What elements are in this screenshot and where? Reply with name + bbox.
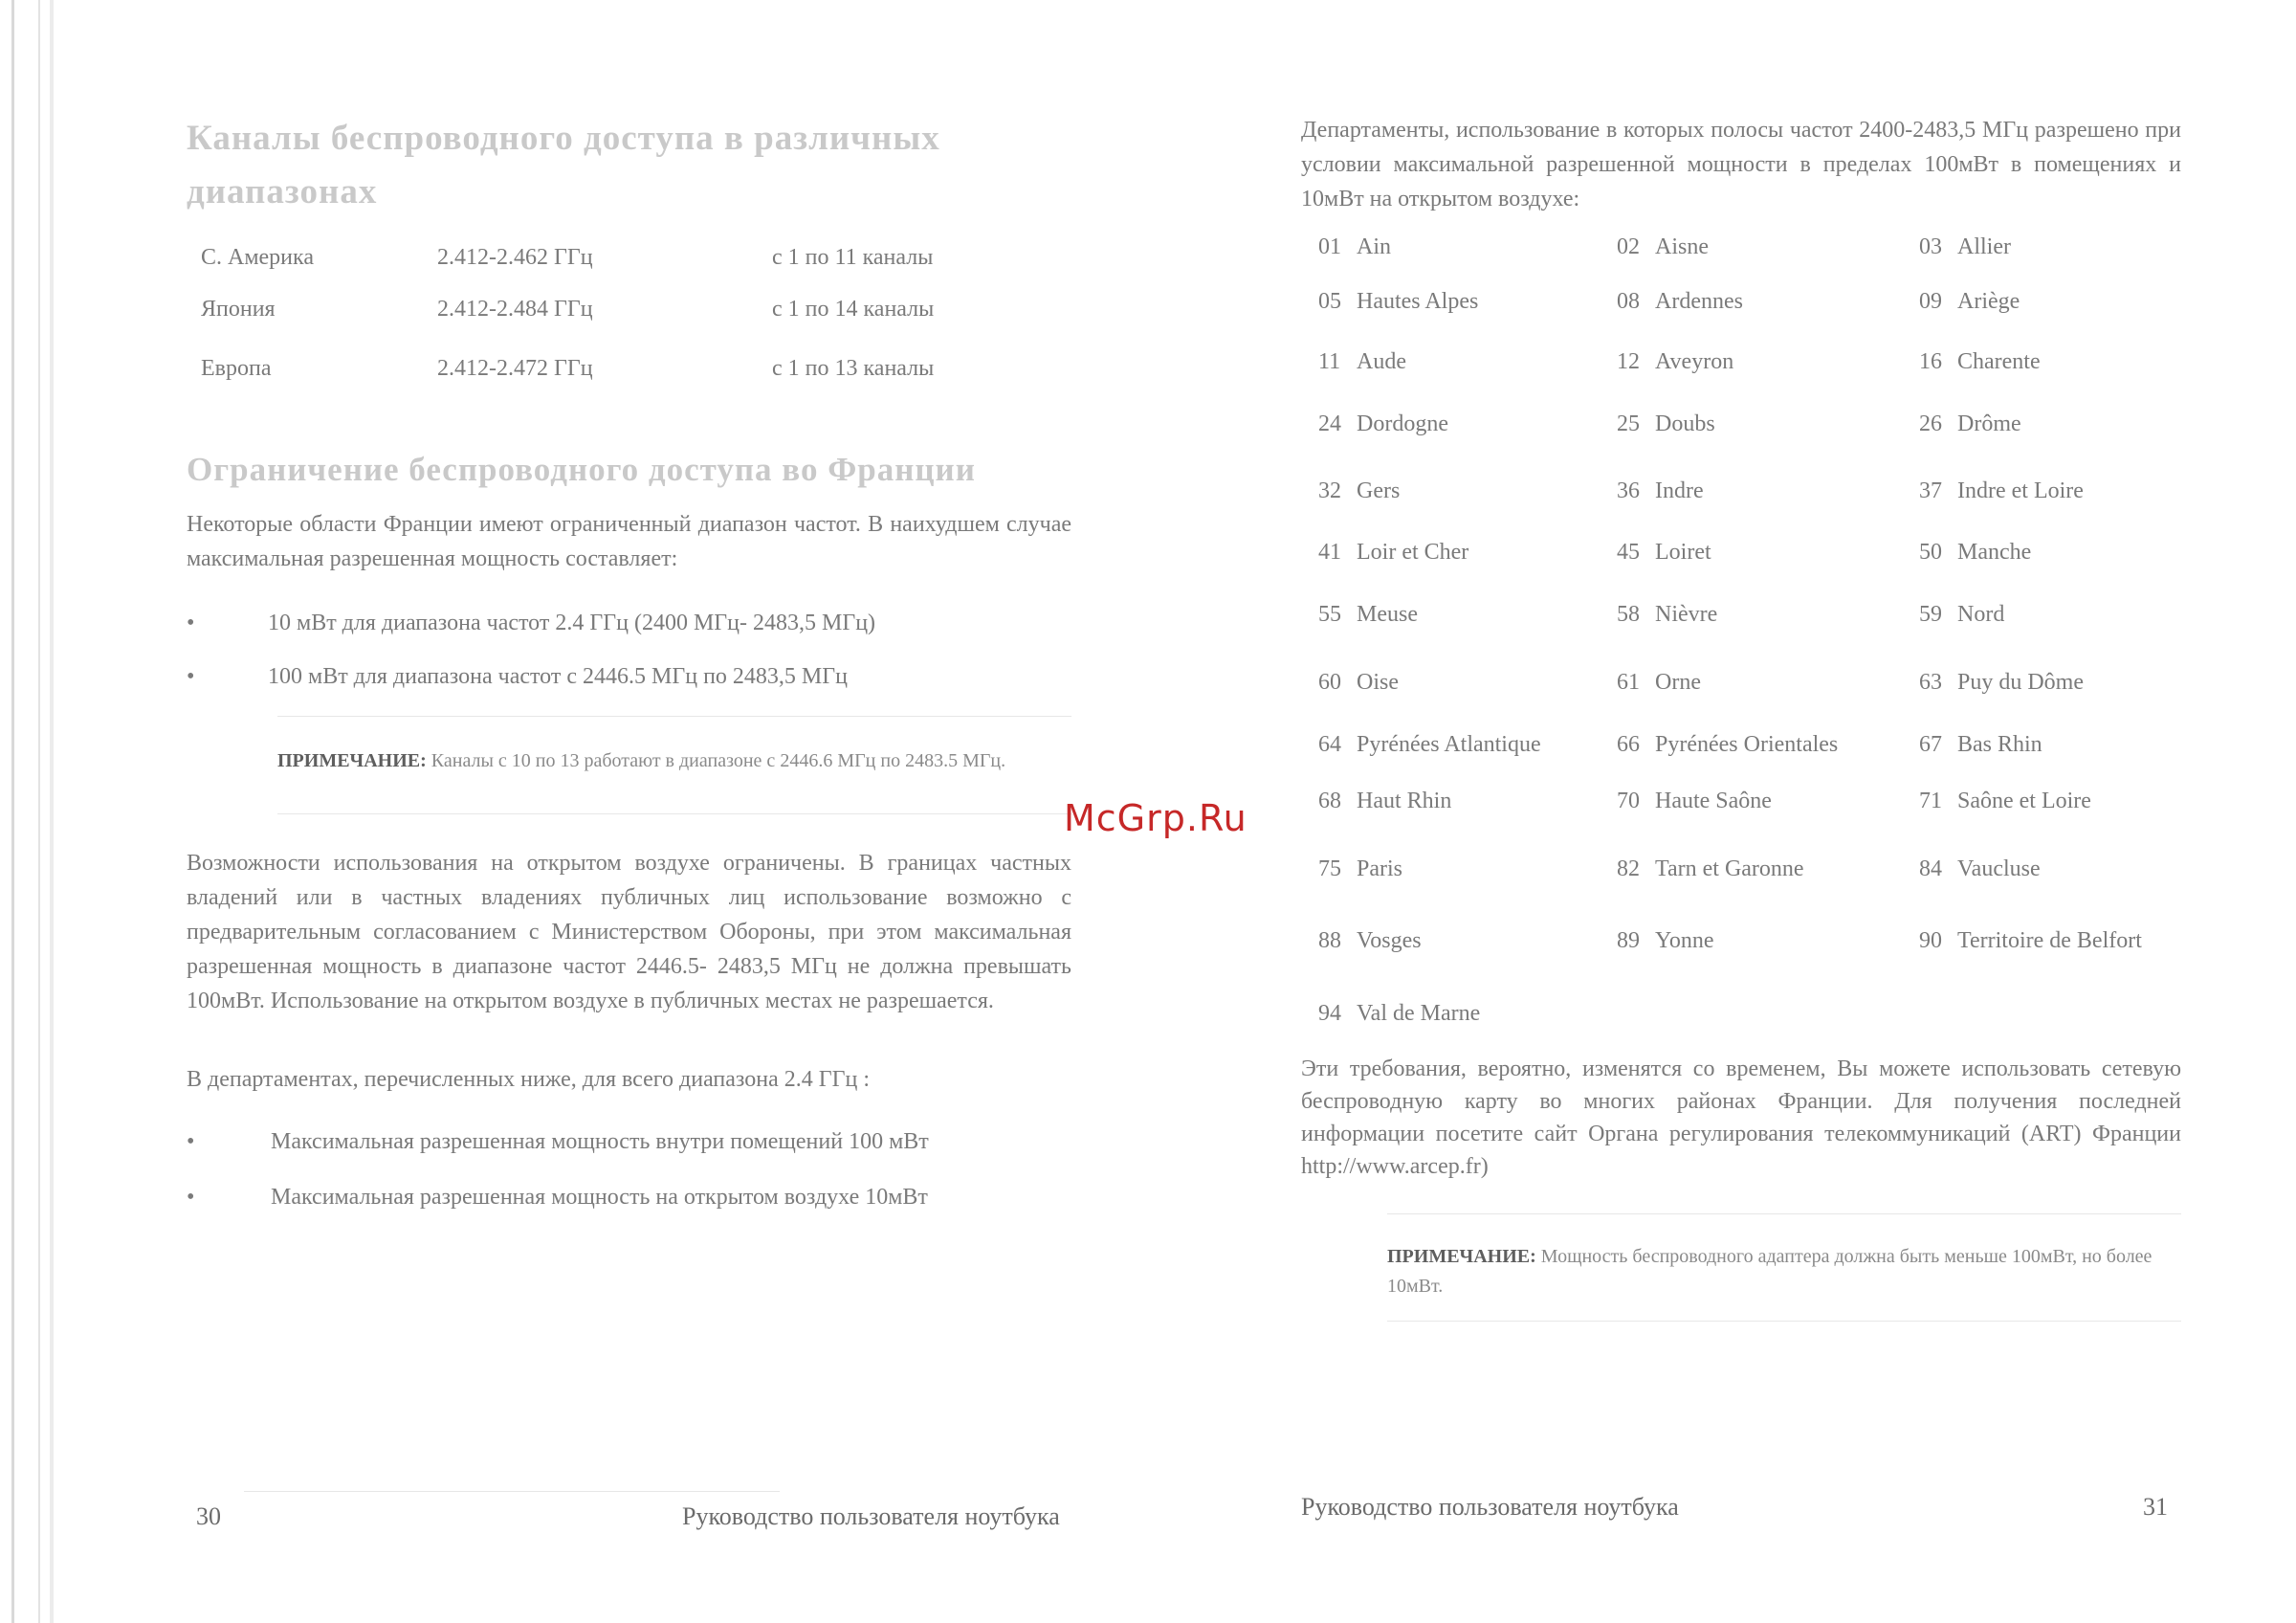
department-number: 64 (1318, 732, 1341, 757)
department-name: Nièvre (1655, 602, 1718, 627)
note-box (1387, 1242, 2181, 1301)
department-item (1318, 289, 1478, 315)
page-number: 30 (196, 1502, 221, 1530)
department-item (1919, 289, 2020, 315)
department-name: Puy du Dôme (1957, 670, 2084, 695)
department-name: Drôme (1957, 411, 2021, 436)
department-item (1919, 349, 2041, 375)
department-name: Saône et Loire (1957, 789, 2091, 813)
department-number: 32 (1318, 478, 1341, 503)
range-cell: 2.412-2.484 ГГц (437, 297, 593, 322)
department-item (1617, 234, 1709, 260)
department-name: Territoire de Belfort (1957, 928, 2142, 953)
department-number: 45 (1617, 540, 1640, 565)
right-intro-paragraph: Департаменты, использование в которых полосы частот 2400-2483,5 МГц разрешено при условии максимальной разрешенной мощности в пределах 100мВт в помещениях и 10мВт на открытом воздухе: (1301, 118, 2181, 211)
department-name: Ardennes (1655, 289, 1743, 314)
department-name: Allier (1957, 234, 2011, 259)
department-item (1617, 789, 1772, 814)
department-name: Meuse (1357, 602, 1418, 627)
department-name: Loiret (1655, 540, 1711, 565)
department-name: Pyrénées Atlantique (1357, 732, 1541, 757)
department-number: 59 (1919, 602, 1942, 627)
department-item (1617, 478, 1704, 504)
department-number: 94 (1318, 1001, 1341, 1026)
department-number: 05 (1318, 289, 1341, 314)
department-name: Ain (1357, 234, 1391, 259)
region-cell: С. Америка (201, 245, 314, 270)
department-number: 89 (1617, 928, 1640, 953)
note-box (277, 746, 1071, 776)
footer-title: Руководство пользователя ноутбука (682, 1502, 1060, 1530)
page-number: 31 (2143, 1493, 2168, 1521)
department-item (1617, 602, 1717, 628)
department-name: Vosges (1357, 928, 1422, 953)
bullet-icon: • (187, 664, 195, 689)
department-name: Pyrénées Orientales (1655, 732, 1839, 757)
department-item (1318, 856, 1402, 882)
department-item (1919, 670, 2084, 696)
department-number: 58 (1617, 602, 1640, 627)
department-name: Oise (1357, 670, 1399, 695)
department-number: 16 (1919, 349, 1942, 374)
department-item (1617, 540, 1711, 566)
department-name: Haute Saône (1655, 789, 1772, 813)
department-item (1318, 349, 1406, 375)
department-number: 37 (1919, 478, 1942, 503)
department-item (1318, 732, 1541, 758)
outdoor-paragraph: Возможности использования на открытом воздухе ограничены. В границах частных владений или в частных владениях публичных лиц использование возможно с предварительным согласованием с Министерством Обороны, при этом максимальная разрешенная мощность в диапазоне частот 2446.5- 2483,5 МГц не должна превышать 100мВт. Использование на открытом воздухе в публичных местах не разрешается. (187, 851, 1071, 1013)
department-item (1919, 540, 2031, 566)
department-item (1318, 1001, 1480, 1027)
note-label: ПРИМЕЧАНИЕ: (277, 750, 427, 771)
bullet-icon: • (187, 1185, 195, 1210)
range-cell: 2.412-2.462 ГГц (437, 245, 593, 270)
department-item (1919, 411, 2021, 437)
department-name: Orne (1655, 670, 1701, 695)
note-text: Каналы с 10 по 13 работают в диапазоне с 2446.6 МГц по 2483.5 МГц. (430, 750, 1006, 771)
department-number: 70 (1617, 789, 1640, 813)
note-rule-bottom (1387, 1321, 2181, 1322)
department-name: Indre (1655, 478, 1704, 503)
region-cell: Япония (201, 297, 276, 322)
department-item (1318, 928, 1422, 954)
left-page: Каналы беспроводного доступа в различных диапазонах С. Америка 2.412-2.462 ГГц с 1 по 11 каналы Япония 2.412-2.484 ГГц с 1 по 14 каналы Европа 2.412-2.472 ГГц с 1 по 13 каналы Ограничение беспроводного доступа во Франции Некоторые области Франции имеют ограниченный диапазон частот. В наихудшем случае максимальная разрешенная мощность составляет: • 10 мВт для диапазона частот 2.4 ГГц (2400 МГц- 2483,5 МГц) • 100 мВт для диапазона частот с 2446.5 МГц по 2483,5 МГц ПРИМЕЧАНИЕ: Каналы с 10 по 13 работают в диапазоне с 2446.6 МГц по 2483.5 МГц. Возможности использования на открытом воздухе ограничены. В границах частных владений или в частных владениях публичных лиц использование возможно с предварительным согласованием с Министерством Обороны, при этом максимальная разрешенная мощность в диапазоне частот 2446.5- 2483,5 МГц не должна превышать 100мВт. Использование на открытом воздухе в публичных местах не разрешается. В департаментах, перечисленных ниже, для всего диапазона 2.4 ГГц : • Максимальная разрешенная мощность внутри помещений 100 мВт • Максимальная разрешенная мощность на открытом воздухе 10мВт 30 Руководство пользователя ноутбука (187, 0, 1071, 1623)
channels-cell: с 1 по 11 каналы (772, 245, 934, 270)
department-number: 08 (1617, 289, 1640, 314)
note-rule-top (277, 716, 1071, 717)
department-number: 61 (1617, 670, 1640, 695)
channels-cell: с 1 по 13 каналы (772, 356, 935, 381)
department-number: 66 (1617, 732, 1640, 757)
department-item (1318, 540, 1468, 566)
intro-paragraph: Некоторые области Франции имеют ограниченный диапазон частот. В наихудшем случае максимальная разрешенная мощность составляет: (187, 512, 1071, 571)
department-number: 84 (1919, 856, 1942, 881)
department-name: Gers (1357, 478, 1401, 503)
department-item (1617, 670, 1701, 696)
department-name: Vaucluse (1957, 856, 2041, 881)
department-name: Paris (1357, 856, 1402, 881)
department-number: 63 (1919, 670, 1942, 695)
department-name: Tarn et Garonne (1655, 856, 1804, 881)
closing-paragraph: Эти требования, вероятно, изменятся со временем, Вы можете использовать сетевую беспроводную карту во многих районах Франции. Для получения последней информации посетите сайт Органа регулирования телекоммуникаций (ART) Франции http://www.arcep.fr) (1301, 1056, 2181, 1179)
footer-title: Руководство пользователя ноутбука (1301, 1493, 1679, 1521)
department-number: 67 (1919, 732, 1942, 757)
department-number: 01 (1318, 234, 1341, 259)
watermark-logo: McGrp.Ru (1064, 797, 1247, 839)
department-number: 36 (1617, 478, 1640, 503)
binding-line (11, 0, 14, 1623)
department-name: Dordogne (1357, 411, 1448, 436)
department-name: Yonne (1655, 928, 1714, 953)
department-item (1617, 928, 1714, 954)
department-number: 41 (1318, 540, 1341, 565)
department-number: 25 (1617, 411, 1640, 436)
department-name: Bas Rhin (1957, 732, 2042, 757)
department-item (1617, 349, 1733, 375)
department-name: Aveyron (1655, 349, 1734, 374)
department-item (1617, 411, 1715, 437)
department-number: 50 (1919, 540, 1942, 565)
department-name: Hautes Alpes (1357, 289, 1479, 314)
department-name: Loir et Cher (1357, 540, 1469, 565)
bullet-icon: • (187, 611, 195, 635)
department-number: 75 (1318, 856, 1341, 881)
department-number: 68 (1318, 789, 1341, 813)
department-name: Manche (1957, 540, 2032, 565)
note-label: ПРИМЕЧАНИЕ: (1387, 1246, 1536, 1267)
department-item (1919, 732, 2042, 758)
department-item (1919, 789, 2091, 814)
department-number: 88 (1318, 928, 1341, 953)
department-item (1318, 411, 1448, 437)
note-rule-top (1387, 1213, 2181, 1214)
department-item (1919, 856, 2041, 882)
department-name: Haut Rhin (1357, 789, 1452, 813)
department-number: 24 (1318, 411, 1341, 436)
department-number: 11 (1318, 349, 1341, 374)
binding-line (38, 0, 40, 1623)
department-name: Ariège (1957, 289, 2020, 314)
region-cell: Европа (201, 356, 272, 381)
department-number: 12 (1617, 349, 1640, 374)
department-name: Val de Marne (1357, 1001, 1481, 1026)
footer-rule (244, 1491, 780, 1492)
department-name: Aude (1357, 349, 1406, 374)
range-cell: 2.412-2.472 ГГц (437, 356, 593, 381)
department-name: Doubs (1655, 411, 1715, 436)
department-number: 90 (1919, 928, 1942, 953)
departments-intro: В департаментах, перечисленных ниже, для всего диапазона 2.4 ГГц : (187, 1067, 871, 1092)
department-number: 60 (1318, 670, 1341, 695)
department-item (1617, 289, 1743, 315)
note-text: Мощность беспроводного адаптера должна быть меньше 100мВт, но более 10мВт. (1387, 1246, 2152, 1297)
department-item (1617, 732, 1838, 758)
binding-line (50, 0, 54, 1623)
department-item (1318, 478, 1400, 504)
channels-cell: с 1 по 14 каналы (772, 297, 935, 322)
department-item (1919, 602, 2004, 628)
department-number: 09 (1919, 289, 1942, 314)
department-item (1318, 670, 1399, 696)
department-item (1919, 478, 2084, 504)
section-heading-channels: Каналы беспроводного доступа в различных диапазонах (187, 119, 940, 211)
right-page (1301, 0, 2181, 1623)
department-name: Indre et Loire (1957, 478, 2084, 503)
department-number: 82 (1617, 856, 1640, 881)
department-item (1919, 928, 2142, 954)
department-name: Charente (1957, 349, 2041, 374)
department-number: 26 (1919, 411, 1942, 436)
department-item (1318, 602, 1418, 628)
department-number: 55 (1318, 602, 1341, 627)
department-item (1617, 856, 1804, 882)
department-item (1318, 789, 1451, 814)
department-item (1318, 234, 1391, 260)
department-name: Aisne (1655, 234, 1709, 259)
bullet-icon: • (187, 1129, 195, 1154)
department-name: Nord (1957, 602, 2005, 627)
department-number: 02 (1617, 234, 1640, 259)
department-number: 03 (1919, 234, 1942, 259)
department-item (1919, 234, 2011, 260)
department-number: 71 (1919, 789, 1942, 813)
section-heading-france: Ограничение беспроводного доступа во Франции (187, 451, 976, 488)
note-rule-bottom (277, 813, 1071, 814)
